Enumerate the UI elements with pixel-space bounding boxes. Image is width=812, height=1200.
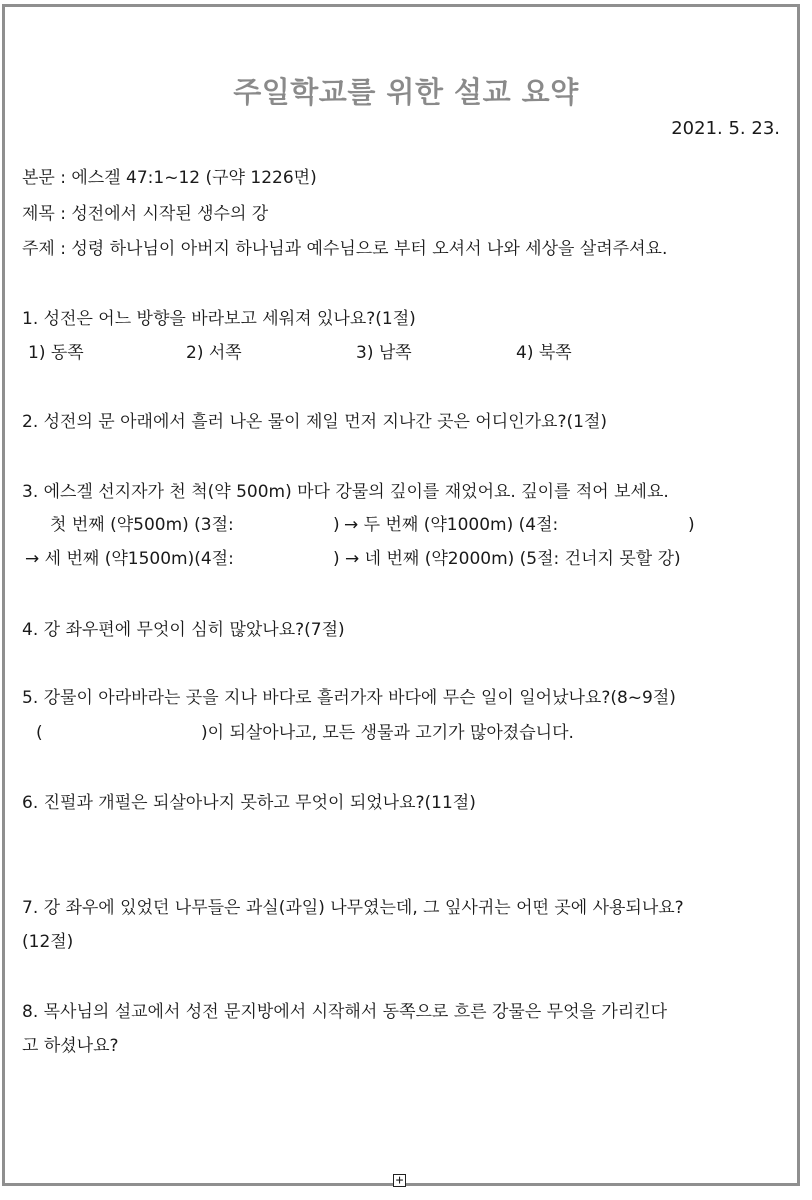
q5-blank-open: (: [36, 723, 43, 743]
q1-option-3: 3) 남쪽: [356, 343, 412, 363]
question-4: 4. 강 좌우편에 무엇이 심히 많았나요?(7절): [22, 620, 345, 640]
q3-fourth-depth: ) → 네 번째 (약2000m) (5절: 건너지 못할 강): [333, 549, 681, 569]
question-2: 2. 성전의 문 아래에서 흘러 나온 물이 제일 먼저 지나간 곳은 어디인가요?(1절): [22, 412, 608, 432]
q3-first-depth: 첫 번째 (약500m) (3절:: [50, 515, 234, 535]
scripture-line: 본문 : 에스겔 47:1~12 (구약 1226면): [22, 168, 317, 188]
question-8-line-1: 8. 목사님의 설교에서 성전 문지방에서 시작해서 동쪽으로 흐른 강물은 무엇을 가리킨다: [22, 1002, 668, 1022]
q3-second-depth: → 두 번째 (약1000m) (4절:: [344, 515, 559, 535]
q1-option-1: 1) 동쪽: [28, 343, 84, 363]
theme-line: 주제 : 성령 하나님이 아버지 하나님과 예수님으로 부터 오셔서 나와 세상을 살려주셔요.: [22, 239, 668, 259]
subject-line: 제목 : 성전에서 시작된 생수의 강: [22, 204, 269, 224]
question-3: 3. 에스겔 선지자가 천 척(약 500m) 마다 강물의 깊이를 재었어요. 깊이를 적어 보세요.: [22, 482, 669, 502]
q3-third-depth: → 세 번째 (약1500m)(4절:: [25, 549, 234, 569]
question-8-line-2: 고 하셨나요?: [22, 1036, 119, 1056]
question-7-line-2: (12절): [22, 932, 74, 952]
question-7-line-1: 7. 강 좌우에 있었던 나무들은 과실(과일) 나무였는데, 그 잎사귀는 어떤 곳에 사용되나요?: [22, 898, 684, 918]
question-1: 1. 성전은 어느 방향을 바라보고 세워져 있나요?(1절): [22, 309, 416, 329]
expand-handle-icon[interactable]: +: [393, 1174, 406, 1187]
q1-option-4: 4) 북쪽: [516, 343, 572, 363]
document-date: 2021. 5. 23.: [671, 118, 780, 139]
q3-second-close: ): [688, 515, 695, 535]
question-5: 5. 강물이 아라바라는 곳을 지나 바다로 흘러가자 바다에 무슨 일이 일어났나요?(8~9절): [22, 688, 676, 708]
question-6: 6. 진펄과 개펄은 되살아나지 못하고 무엇이 되었나요?(11절): [22, 793, 476, 813]
q1-option-2: 2) 서쪽: [186, 343, 242, 363]
q5-answer-rest: )이 되살아나고, 모든 생물과 고기가 많아졌습니다.: [201, 723, 574, 743]
q3-first-close: ): [333, 515, 340, 535]
document-title: 주일학교를 위한 설교 요약: [233, 75, 579, 109]
